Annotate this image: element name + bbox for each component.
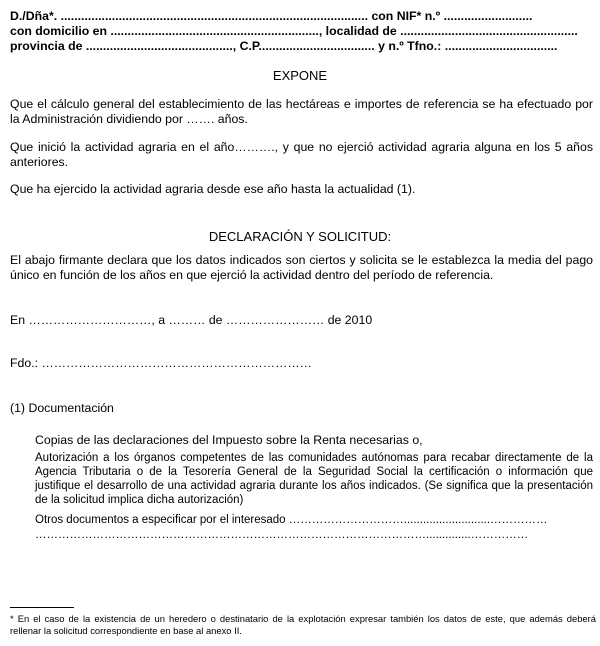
header-line-provincia: provincia de ..........................................., C.P.................................. y n.º Tfno.: ................................. xyxy=(10,39,558,53)
firma-line: Fdo.: ………………………………………………………… xyxy=(10,356,312,370)
footnote-text: * En el caso de la existencia de un heredero o destinatario de la explotación expresar también los datos de este, que además deberá rellenar la solicitud correspondiente en base al anexo II. xyxy=(10,613,596,636)
lugar-fecha-line: En …………………………, a ……… de …………………… de 2010 xyxy=(10,313,373,327)
expone-paragraph-inicio: Que inició la actividad agraria en el año………., y que no ejerció actividad agraria alguna en los 5 años anteriores. xyxy=(10,140,593,169)
expone-heading: EXPONE xyxy=(272,68,328,83)
declaracion-paragraph: El abajo firmante declara que los datos indicados son ciertos y solicita se le establezca la media del pago único en función de los años en que ejerció la actividad dentro del período de referencia. xyxy=(10,253,593,282)
documentacion-item-autorizacion: Autorización a los órganos competentes de las comunidades autónomas para recabar directamente de la Agencia Tributaria o de la Tesorería General de la Seguridad Social la certificación o información que justifique el desarrollo de una actividad agraria durante los años indicados. (Se significa que la presentación de la solicitud implica dicha autorización) xyxy=(35,452,593,506)
declaracion-heading: DECLARACIÓN Y SOLICITUD: xyxy=(208,229,392,244)
header-line-domicilio: con domicilio en ............................................................., localidad de .................................................... xyxy=(10,24,578,38)
expone-paragraph-calculo: Que el cálculo general del establecimiento de las hectáreas e importes de referencia se ha efectuado por la Administración dividiendo por ……. años. xyxy=(10,97,593,126)
documentacion-item-renta: Copias de las declaraciones del Impuesto sobre la Renta necesarias o, xyxy=(35,433,423,447)
documentacion-item-otros-cont: …………………………………………………………………………………………..............…………… xyxy=(35,529,529,541)
documentacion-title: (1) Documentación xyxy=(10,401,114,415)
expone-paragraph-ejercicio: Que ha ejercido la actividad agraria desde ese año hasta la actualidad (1). xyxy=(10,182,416,196)
header-line-name-nif: D./Dña*. .......................................................................................... con NIF* n.º .......................... xyxy=(10,9,533,23)
footnote-rule xyxy=(10,607,74,608)
documentacion-item-otros: Otros documentos a especificar por el interesado …………………………...........................…………… xyxy=(35,514,548,526)
